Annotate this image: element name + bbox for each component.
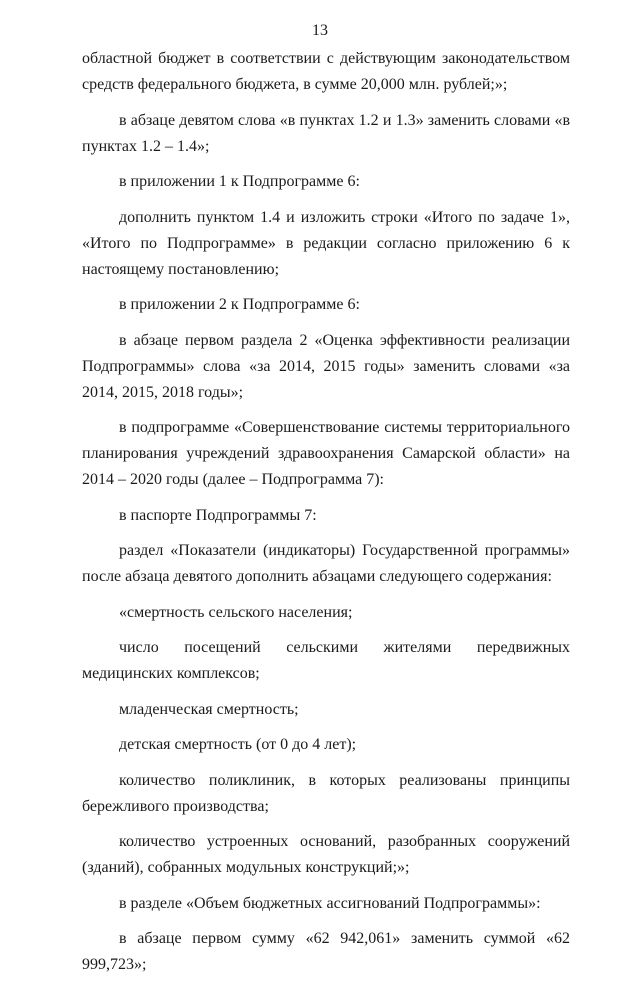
paragraph-16: в разделе «Объем бюджетных ассигнований Подпрограммы»: [119, 894, 541, 912]
document-body [82, 46, 570, 988]
paragraph-3: в приложении 1 к Подпрограмме 6: [119, 173, 360, 190]
paragraph-4: дополнить пунктом 1.4 и изложить строки «Итого по задаче 1», «Итого по Подпрограмме» в редакции согласно приложению 6 к настоящему постановлению; [82, 208, 570, 278]
paragraph-5: в приложении 2 к Подпрограмме 6: [119, 296, 360, 313]
paragraph-14: количество поликлиник, в которых реализованы принципы бережливого производства; [82, 771, 570, 815]
paragraph-7: в подпрограмме «Совершенствование системы территориального планирования учреждений здравоохранения Самарской области» на 2014 – 2020 годы (далее – Подпрограмма 7): [82, 419, 570, 488]
paragraph-15: количество устроенных оснований, разобранных сооружений (зданий), собранных модульных конструкций;»; [82, 833, 570, 876]
paragraph-13: детская смертность (от 0 до 4 лет); [119, 736, 357, 753]
paragraph-2: в абзаце девятом слова «в пунктах 1.2 и 1.3» заменить словами «в пунктах 1.2 – 1.4»; [82, 111, 570, 155]
paragraph-9: раздел «Показатели (индикаторы) Государственной программы» после абзаца девятого дополнить абзацами следующего содержания: [82, 542, 570, 585]
paragraph-10: «смертность сельского населения; [119, 603, 353, 621]
paragraph-11: число посещений сельскими жителями передвижных медицинских комплексов; [82, 639, 570, 682]
paragraph-17: в абзаце первом сумму «62 942,061» заменить суммой «62 999,723»; [82, 930, 570, 973]
paragraph-6: в абзаце первом раздела 2 «Оценка эффективности реализации Подпрограммы» слова «за 2014, 2015 годы» заменить словами «за 2014, 2015, 2018 годы»; [82, 331, 570, 401]
page-number: 13 [312, 22, 328, 39]
paragraph-1: областной бюджет в соответствии с действующим законодательством средств федерального бюджета, в сумме 20,000 млн. рублей;»; [82, 50, 570, 93]
paragraph-12: младенческая смертность; [119, 700, 299, 718]
paragraph-8: в паспорте Подпрограммы 7: [119, 506, 317, 524]
